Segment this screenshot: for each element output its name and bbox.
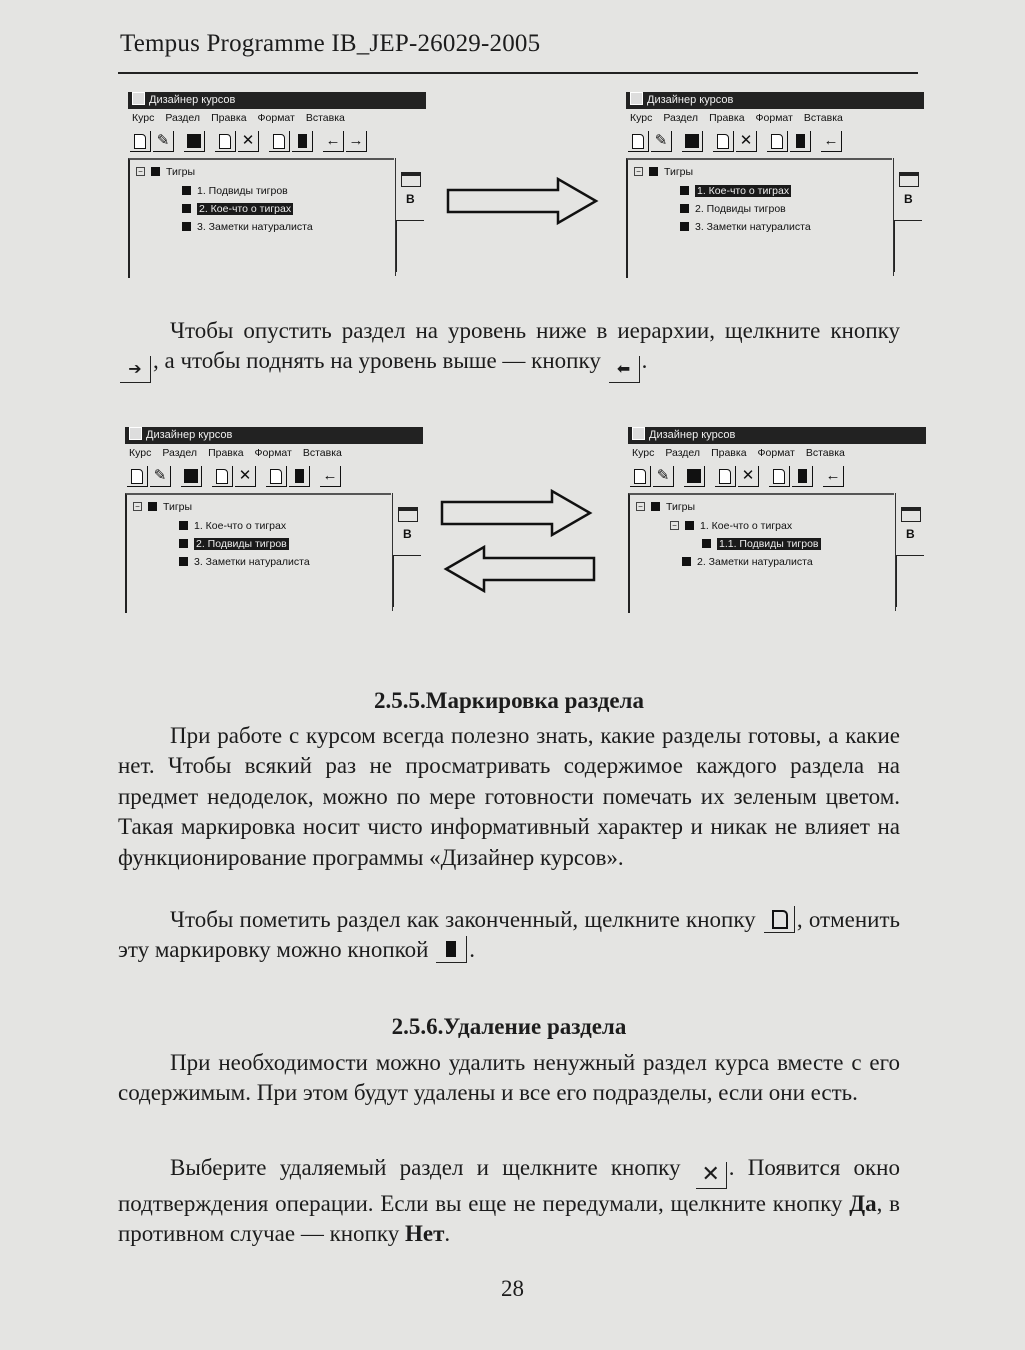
section-icon	[179, 539, 188, 548]
screenshot-window-level-down	[628, 427, 926, 617]
section-icon	[680, 186, 689, 195]
section-icon	[182, 222, 191, 231]
new-icon	[628, 131, 649, 152]
menu-bar	[632, 446, 926, 460]
menu-edit: Правка	[208, 447, 244, 459]
new-icon	[127, 466, 148, 487]
collapse-icon: −	[136, 167, 145, 176]
tree-item: 2. Подвиды тигров	[680, 203, 786, 216]
paragraph-marking: При работе с курсом всегда полезно знать, какие разделы готовы, а какие нет. Чтобы всякий раз не просматривать содержимое каждого раздела на предмет недоделок, можно по мере готовности помечать их зеленым цветом. Такая маркировка носит чисто информативный характер и никак не влияет на функционирование программы «Дизайнер курсов».	[118, 723, 900, 870]
menu-insert: Вставка	[805, 447, 845, 459]
delete-icon: ✕	[736, 131, 757, 152]
collapse-icon: −	[670, 521, 679, 530]
unmark-icon	[292, 131, 313, 152]
arrow-left-icon	[440, 544, 596, 594]
unmark-icon	[289, 466, 310, 487]
menu-section: Раздел	[165, 112, 201, 124]
paragraph-marking-buttons: Чтобы пометить раздел как законченный, щелкните кнопку , отменить эту маркировку можно кнопкой .	[118, 907, 900, 963]
paragraph-delete: При необходимости можно удалить ненужный раздел курса вместе с его содержимым. При этом будут удалены и все его подразделы, если они есть.	[118, 1050, 900, 1106]
window-titlebar: Дизайнер курсов	[128, 92, 426, 109]
tree-root: − Тигры	[133, 501, 192, 514]
section-icon	[182, 186, 191, 195]
menu-format: Формат	[757, 447, 795, 459]
tree-item-selected: 2. Подвиды тигров	[179, 538, 289, 551]
unmark-icon	[792, 466, 813, 487]
tree-root: − Тигры	[634, 166, 693, 179]
menu-course: Курс	[632, 447, 655, 459]
level-up-icon: ←	[323, 131, 344, 152]
section-icon	[702, 539, 711, 548]
new-icon	[130, 131, 151, 152]
level-up-icon: ←	[821, 131, 842, 152]
tree-item-selected: 2. Кое-что о тиграх	[182, 203, 293, 216]
delete-icon: ✕	[238, 131, 259, 152]
folder-icon	[651, 502, 660, 511]
menu-bar	[630, 111, 924, 125]
mark-ready-icon	[764, 906, 795, 933]
course-tree	[125, 493, 391, 613]
open-icon: ✎	[653, 466, 674, 487]
toolbar	[630, 466, 926, 490]
save-icon	[184, 131, 205, 152]
menu-section: Раздел	[665, 447, 701, 459]
delete-icon: ✕	[235, 466, 256, 487]
course-tree	[626, 158, 892, 278]
menu-bar	[129, 446, 423, 460]
level-up-icon: ←	[320, 466, 341, 487]
menu-section: Раздел	[162, 447, 198, 459]
properties-pane: B	[895, 493, 927, 611]
mark-ready-icon	[212, 466, 233, 487]
no-button-name: Нет	[404, 1221, 445, 1247]
menu-insert: Вставка	[803, 112, 843, 124]
properties-pane: B	[392, 493, 424, 611]
level-down-icon: ➔	[120, 356, 151, 383]
collapse-icon: −	[634, 167, 643, 176]
tree-root: − Тигры	[136, 166, 195, 179]
collapse-icon: −	[636, 502, 645, 511]
section-icon	[680, 222, 689, 231]
menu-course: Курс	[129, 447, 152, 459]
mark-ready-icon	[215, 131, 236, 152]
open-icon: ✎	[150, 466, 171, 487]
level-up-icon: ⬅	[609, 356, 640, 383]
level-up-icon: ←	[823, 466, 844, 487]
menu-course: Курс	[630, 112, 653, 124]
open-icon: ✎	[153, 131, 174, 152]
tree-item: − 1. Кое-что о тиграх	[670, 520, 792, 533]
arrow-right-icon	[440, 488, 596, 538]
toolbar	[628, 131, 924, 155]
properties-pane: B	[395, 158, 427, 276]
page-header: Tempus Programme IB_JEP-26029-2005	[120, 30, 541, 57]
course-tree	[628, 493, 894, 613]
tree-item: 2. Заметки натуралиста	[682, 556, 813, 569]
tree-item: 3. Заметки натуралиста	[182, 221, 313, 234]
section-icon	[179, 557, 188, 566]
tree-item-selected: 1.1. Подвиды тигров	[702, 538, 821, 551]
section-icon	[682, 557, 691, 566]
mark-ready-icon	[713, 131, 734, 152]
menu-format: Формат	[254, 447, 292, 459]
folder-icon	[151, 167, 160, 176]
menu-section: Раздел	[663, 112, 699, 124]
tree-root: − Тигры	[636, 501, 695, 514]
menu-course: Курс	[132, 112, 155, 124]
open-icon: ✎	[651, 131, 672, 152]
save-icon	[181, 466, 202, 487]
menu-format: Формат	[755, 112, 793, 124]
section-heading-marking: 2.5.5.Маркировка раздела	[374, 688, 644, 713]
folder-icon	[649, 167, 658, 176]
tree-item: 1. Кое-что о тиграх	[179, 520, 286, 533]
collapse-icon: −	[133, 502, 142, 511]
tree-item: 3. Заметки натуралиста	[680, 221, 811, 234]
tree-item-selected: 1. Кое-что о тиграх	[680, 185, 791, 198]
menu-insert: Вставка	[302, 447, 342, 459]
menu-edit: Правка	[211, 112, 247, 124]
unmark-icon	[790, 131, 811, 152]
app-icon	[132, 92, 145, 105]
save-icon	[682, 131, 703, 152]
new-icon	[630, 466, 651, 487]
screenshot-window-before	[128, 92, 426, 282]
course-tree	[128, 158, 394, 278]
app-icon	[632, 427, 645, 440]
window-titlebar: Дизайнер курсов	[626, 92, 924, 109]
menu-insert: Вставка	[305, 112, 345, 124]
properties-pane: B	[893, 158, 925, 276]
arrow-right-icon	[446, 176, 602, 226]
save-icon	[684, 466, 705, 487]
tree-item: 3. Заметки натуралиста	[179, 556, 310, 569]
delete-icon: ✕	[696, 1162, 727, 1189]
app-icon	[129, 427, 142, 440]
level-down-icon: →	[346, 131, 367, 152]
toolbar	[127, 466, 423, 490]
section-icon	[680, 204, 689, 213]
toolbar	[130, 131, 426, 155]
tree-item: 1. Подвиды тигров	[182, 185, 288, 198]
paragraph-delete-buttons: Выберите удаляемый раздел и щелкните кнопку ✕ . Появится окно подтверждения операции. Если вы еще не передумали, щелкните кнопку Да, в противном случае — кнопку Нет.	[118, 1155, 900, 1247]
window-titlebar: Дизайнер курсов	[125, 427, 423, 444]
page-number: 28	[501, 1276, 524, 1301]
window-titlebar: Дизайнер курсов	[628, 427, 926, 444]
screenshot-window-level-up	[125, 427, 423, 617]
section-heading-delete: 2.5.6.Удаление раздела	[391, 1014, 627, 1039]
section-icon	[179, 521, 188, 530]
section-icon	[685, 521, 694, 530]
delete-icon: ✕	[738, 466, 759, 487]
mark-ready-icon	[715, 466, 736, 487]
menu-edit: Правка	[711, 447, 747, 459]
folder-icon	[148, 502, 157, 511]
add-section-icon	[269, 131, 290, 152]
menu-format: Формат	[257, 112, 295, 124]
add-section-icon	[769, 466, 790, 487]
paragraph-level-buttons: Чтобы опустить раздел на уровень ниже в иерархии, щелкните кнопку ➔ , а чтобы поднять на уровень выше — кнопку ⬅ .	[118, 316, 900, 383]
add-section-icon	[266, 466, 287, 487]
app-icon	[630, 92, 643, 105]
yes-button-name: Да	[849, 1191, 877, 1216]
header-rule	[118, 72, 918, 74]
menu-bar	[132, 111, 426, 125]
add-section-icon	[767, 131, 788, 152]
section-icon	[182, 204, 191, 213]
screenshot-window-after	[626, 92, 924, 282]
unmark-icon	[436, 936, 467, 963]
menu-edit: Правка	[709, 112, 745, 124]
